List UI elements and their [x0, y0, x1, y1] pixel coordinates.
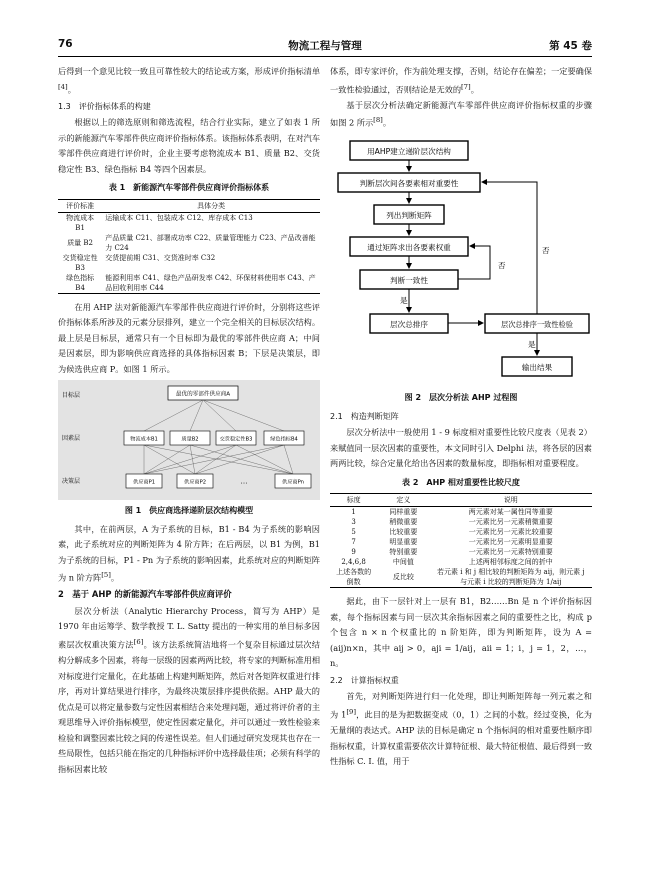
no-label: 否: [498, 261, 506, 271]
table-header: 标度: [330, 494, 377, 507]
table-row: 交货稳定性 B3 交货提前期 C31、交货准时率 C32: [62, 253, 216, 272]
section-heading-2: 2 基于 AHP 的新能源汽车零部件供应商评价: [58, 589, 232, 600]
factor-label: 物流成本B1: [130, 436, 158, 443]
flow-step-label: 用AHP建立递阶层次结构: [367, 147, 451, 157]
table-row: 上述各数的倒数 反比较 若元素 i 和 j 相比较的判断矩阵为 aij，则元素 j 与元素 i 比较的判断矩阵为 1/aij: [330, 567, 592, 588]
table-header: 说明: [430, 494, 592, 507]
table-header: 具体分类: [102, 199, 320, 212]
table-row: 7 明显重要 一元素比另一元素明显重要: [351, 538, 553, 547]
table1-caption: 表 1 新能源汽车零部件供应商评价指标体系: [108, 183, 270, 193]
paragraph: 在用 AHP 法对新能源汽车零部件供应商进行评价时，分别将这些评价指标体系所涉及的元素分层排列，建立一个完全相关的目标层次结构。最上层是目标层，通常只有一个目标即为最优的零部件供应商 A；中间是因素层，即为影响供应商选择的具体指标因素 B；下层是决策层，即为候选供应商 P。如图 1 所示。: [58, 301, 321, 374]
table-header: 定义: [377, 494, 429, 507]
table-row: 质量 B2 产品质量 C21、部署成功率 C22、质量管理能力 C23、产品改善能力 C24: [67, 233, 316, 252]
layer-label: 目标层: [62, 392, 81, 400]
paragraph: 其中，在前两层，A 为子系统的目标，B1 - B4 为子系统的影响因素，此子系统对应的判断矩阵为 4 阶方阵；在后两层，以 B1 为例，B1 为子系统的目标，P1 - Pn 为子系统的影响因素，此系统对应的判断矩阵为 n 阶方阵[5]。: [58, 523, 320, 583]
decision-label: 供应商P1: [133, 479, 155, 486]
flow-step-label: 层次总排序: [390, 320, 428, 330]
paragraph: 首先，对判断矩阵进行归一化处理，即让判断矩阵每一列元素之和为 1[9]，此目的是为把数据变成（0，1）之间的小数。经过变换，化为无量纲的表达式。AHP 法的目标是确定 n 个指标间的相对重要性顺序即指标权重，计算权重需要依次计算特征根、最大特征根值、最后得到一致性指标 C. I. 值，用于: [330, 691, 593, 767]
section-heading-1-3: 1.3 评价指标体系的构建: [58, 101, 151, 111]
paragraph: 层次分析法（Analytic Hierarchy Process，简写为 AHP）是 1970 年由运筹学、数学教授 T. L. Satty 提出的一种实用的单目标多因素层次权重决策方法[6]。该方法系统简洁地将一个复杂目标通过层次结构分解成多个因素，将每一层级的因素两两比较，将专家的判断标准用相对标度进行定量化，在此基础上构建判断矩阵，然后对各矩阵权重进行排序，再对计算结果进行排序，为最终决策层排序提供依据。AHP 最大的优点是可以将定量参数与定性因素相结合来处理问题，通过将评价者的主观思维导入评价指标模型，使定性因素定量化，并可以通过一致性检验来检验和调整因素比较之间的传递性误差。但人们通过研究发现其也存在一些局限性，包括只能在指定的几种指标评价中选择最佳项；必须有科学的指标因素比较: [58, 605, 321, 774]
volume: 第 45 卷: [549, 40, 592, 52]
table2: [330, 493, 592, 588]
decision-label: 供应商P2: [184, 479, 206, 486]
factor-label: 质量B2: [181, 436, 199, 443]
paragraph: 根据以上的筛选原则和筛选流程，结合行业实际，建立了如表 1 所示的新能源汽车零部件供应商评价指标体系。该指标体系表明，在对汽车零部件供应商进行评价时，企业主要考虑物流成本 B1、质量 B2、交货稳定性 B3、绿色指标 B4 等四个因素层。: [58, 117, 321, 174]
page-number: 76: [58, 38, 73, 50]
figure2-flowchart: [330, 135, 592, 387]
goal-label: 最优的零部件供应商A: [175, 391, 231, 398]
figure2-caption: 图 2 层次分析法 AHP 过程图: [404, 393, 518, 403]
table-row: 9 特别重要 一元素比另一元素特别重要: [351, 548, 553, 557]
decision-label: 供应商Pn: [282, 479, 304, 486]
right-column: [330, 64, 592, 770]
journal-title: 物流工程与管理: [288, 40, 362, 52]
section-heading-2-1: 2.1 构造判断矩阵: [330, 411, 399, 421]
paragraph: 层次分析法中一般使用 1 - 9 标度相对重要性比较尺度表（见表 2）来赋值同一层次因素的重要性，本文同时引入 Delphi 法，将各层的因素两两比较，综合定量化给出各因素的数量标度，即指标相对重要程度。: [330, 427, 592, 469]
running-header: [58, 38, 592, 58]
flow-step-label: 通过矩阵求出各要素权重: [367, 243, 451, 253]
flow-step-label: 层次总排序一致性检验: [501, 320, 573, 330]
table1: [58, 199, 320, 294]
paragraph: 后得到一个意见比较一致且可靠性较大的结论或方案，形成评价指标清单[4]。: [58, 66, 321, 95]
layer-label: 因素层: [62, 435, 81, 443]
factor-label: 交货稳定性B3: [219, 436, 253, 443]
yes-label: 是: [400, 296, 408, 306]
table-row: 5 比较重要 一元素比另一元素比较重要: [351, 528, 553, 537]
paragraph: 据此，由下一层针对上一层有 B1，B2……Bn 是 n 个评价指标因素，每个指标因素与同一层次其余指标因素之间的重要性之比，构成 p 个包含 n × n 个权重比的 n 阶矩阵，即为判断矩阵，设为 A = (aij)n×n，其中 aij > 0，aji = 1/aij，aii = 1；i，j = 1，2，…，n。: [330, 596, 592, 669]
section-heading-2-2: 2.2 计算指标权重: [330, 675, 399, 685]
factor-label: 绿色指标B4: [270, 436, 298, 443]
figure1-hierarchy: [58, 380, 320, 500]
table-header: 评价标准: [58, 199, 102, 212]
table-row: 绿色指标 B4 能源利用率 C41、绿色产品研发率 C42、环保材料使用率 C43、产品回收利用率 C44: [58, 273, 320, 294]
table-row: 物流成本 B1 运输成本 C11、包装成本 C12、库存成本 C13: [66, 213, 253, 232]
flow-step-label: 输出结果: [521, 363, 553, 373]
table-row: 2,4,6,8 中间值 上述两相邻标度之间的折中: [341, 558, 553, 567]
flow-step-label: 判断层次间各要素相对重要性: [359, 179, 459, 189]
paragraph: 基于层次分析法确定新能源汽车零部件供应商评价指标权重的步骤如图 2 所示[8]。: [330, 99, 592, 128]
table-row: 3 稍微重要 一元素比另一元素稍微重要: [351, 518, 553, 527]
table-row: 1 同样重要 两元素对某一属性同等重要: [351, 508, 553, 517]
flow-step-label: 列出判断矩阵: [386, 211, 432, 221]
decision-ellipsis: …: [240, 477, 248, 486]
layer-label: 决策层: [62, 478, 81, 486]
figure1-caption: 图 1 供应商选择递阶层次结构模型: [124, 506, 254, 516]
paragraph: 体系，即专家评价，作为前处理支撑，否则，结论存在偏差；一定要确保一致性检验通过，否则结论是无效的[7]。: [330, 66, 593, 95]
no-label: 否: [542, 246, 550, 256]
left-column: [58, 64, 320, 777]
yes-label: 是: [528, 340, 536, 350]
header-rule: [58, 56, 592, 57]
table2-caption: 表 2 AHP 相对重要性比较尺度: [402, 477, 520, 487]
flow-step-label: 判断一致性: [390, 276, 428, 286]
